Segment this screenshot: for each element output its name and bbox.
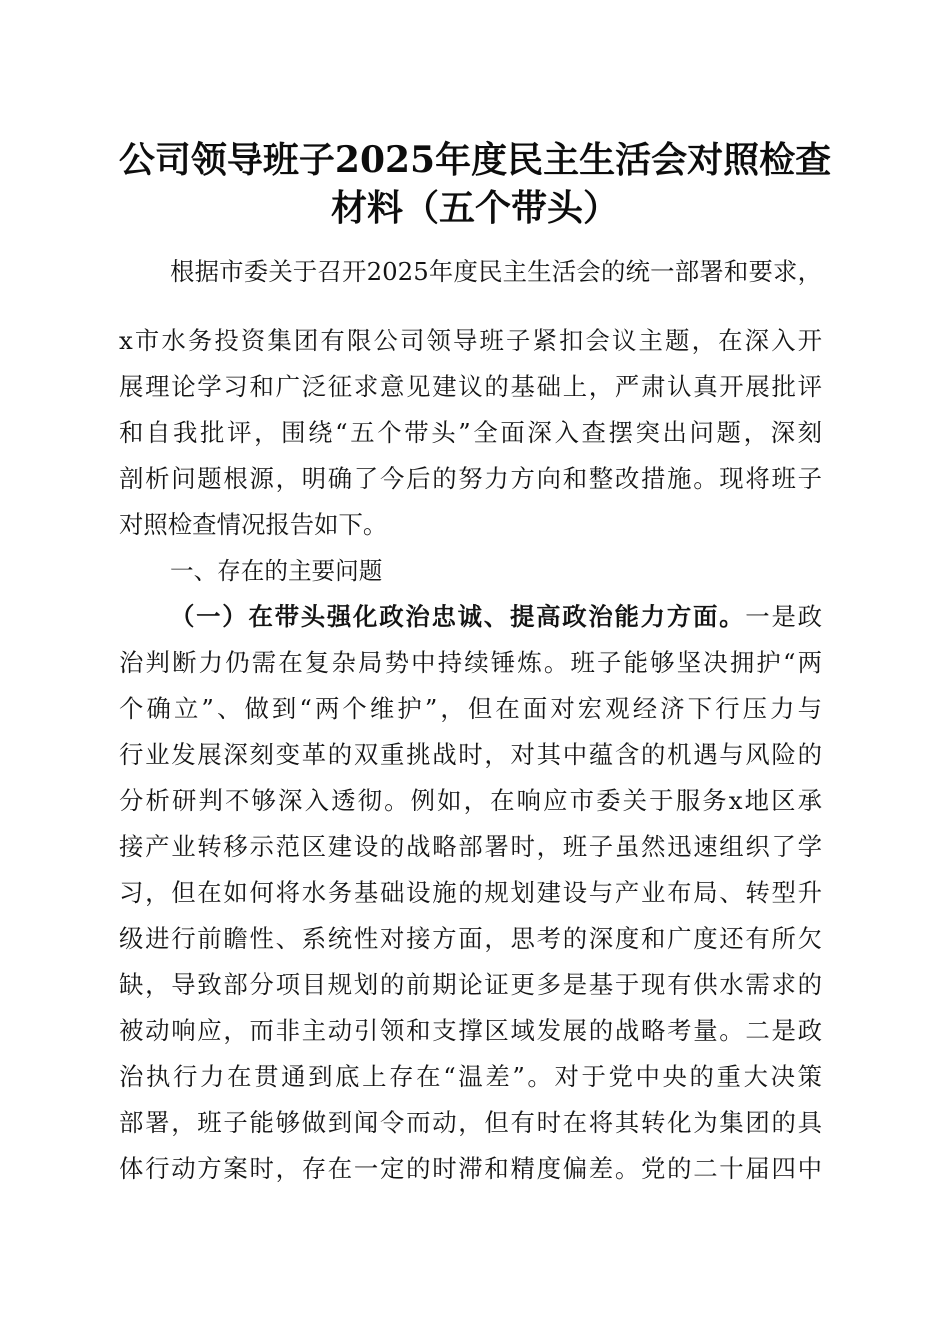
intro-paragraph-line: x市水务投资集团有限公司领导班子紧扣会议主题，在深入开: [119, 326, 822, 355]
body-paragraph-line: 治执行力在贯通到底上存在“温差”。对于党中央的重大决策: [119, 1062, 822, 1091]
subsection-first-line: [170, 594, 822, 640]
body-paragraph-line: 行业发展深刻变革的双重挑战时，对其中蕴含的机遇与风险的: [119, 740, 822, 769]
intro-paragraph-line: 和自我批评，围绕“五个带头”全面深入查摆突出问题，深刻: [119, 418, 822, 447]
body-paragraph-line: 接产业转移示范区建设的战略部署时，班子虽然迅速组织了学: [119, 832, 822, 861]
body-paragraph-line: 习，但在如何将水务基础设施的规划建设与产业布局、转型升: [119, 878, 822, 907]
intro-paragraph-line: 根据市委关于召开2025年度民主生活会的统一部署和要求，: [170, 257, 822, 286]
subsection-lead-text: 一是政: [745, 602, 822, 631]
body-paragraph-line: 缺，导致部分项目规划的前期论证更多是基于现有供水需求的: [119, 970, 822, 999]
intro-paragraph-line: 对照检查情况报告如下。: [119, 510, 388, 539]
body-paragraph-line: 分析研判不够深入透彻。例如，在响应市委关于服务x地区承: [119, 786, 822, 815]
section-heading: 一、存在的主要问题: [170, 557, 383, 585]
intro-paragraph-line: 展理论学习和广泛征求意见建议的基础上，严肃认真开展批评: [119, 372, 822, 401]
body-paragraph-line: 个确立”、做到“两个维护”，但在面对宏观经济下行压力与: [119, 694, 822, 723]
subsection-heading: （一）在带头强化政治忠诚、提高政治能力方面。: [170, 602, 746, 631]
body-paragraph-line: 体行动方案时，存在一定的时滞和精度偏差。党的二十届四中: [119, 1154, 822, 1183]
document-title-line-2: 材料（五个带头）: [330, 187, 619, 229]
body-paragraph-line: 部署，班子能够做到闻令而动，但有时在将其转化为集团的具: [119, 1108, 822, 1137]
body-paragraph-line: 治判断力仍需在复杂局势中持续锤炼。班子能够坚决拥护“两: [119, 648, 822, 677]
body-paragraph-line: 被动响应，而非主动引领和支撑区域发展的战略考量。二是政: [119, 1016, 822, 1045]
intro-paragraph-line: 剖析问题根源，明确了今后的努力方向和整改措施。现将班子: [119, 464, 822, 493]
body-paragraph-line: 级进行前瞻性、系统性对接方面，思考的深度和广度还有所欠: [119, 924, 822, 953]
document-title-line-1: 公司领导班子2025年度民主生活会对照检查: [118, 139, 832, 181]
